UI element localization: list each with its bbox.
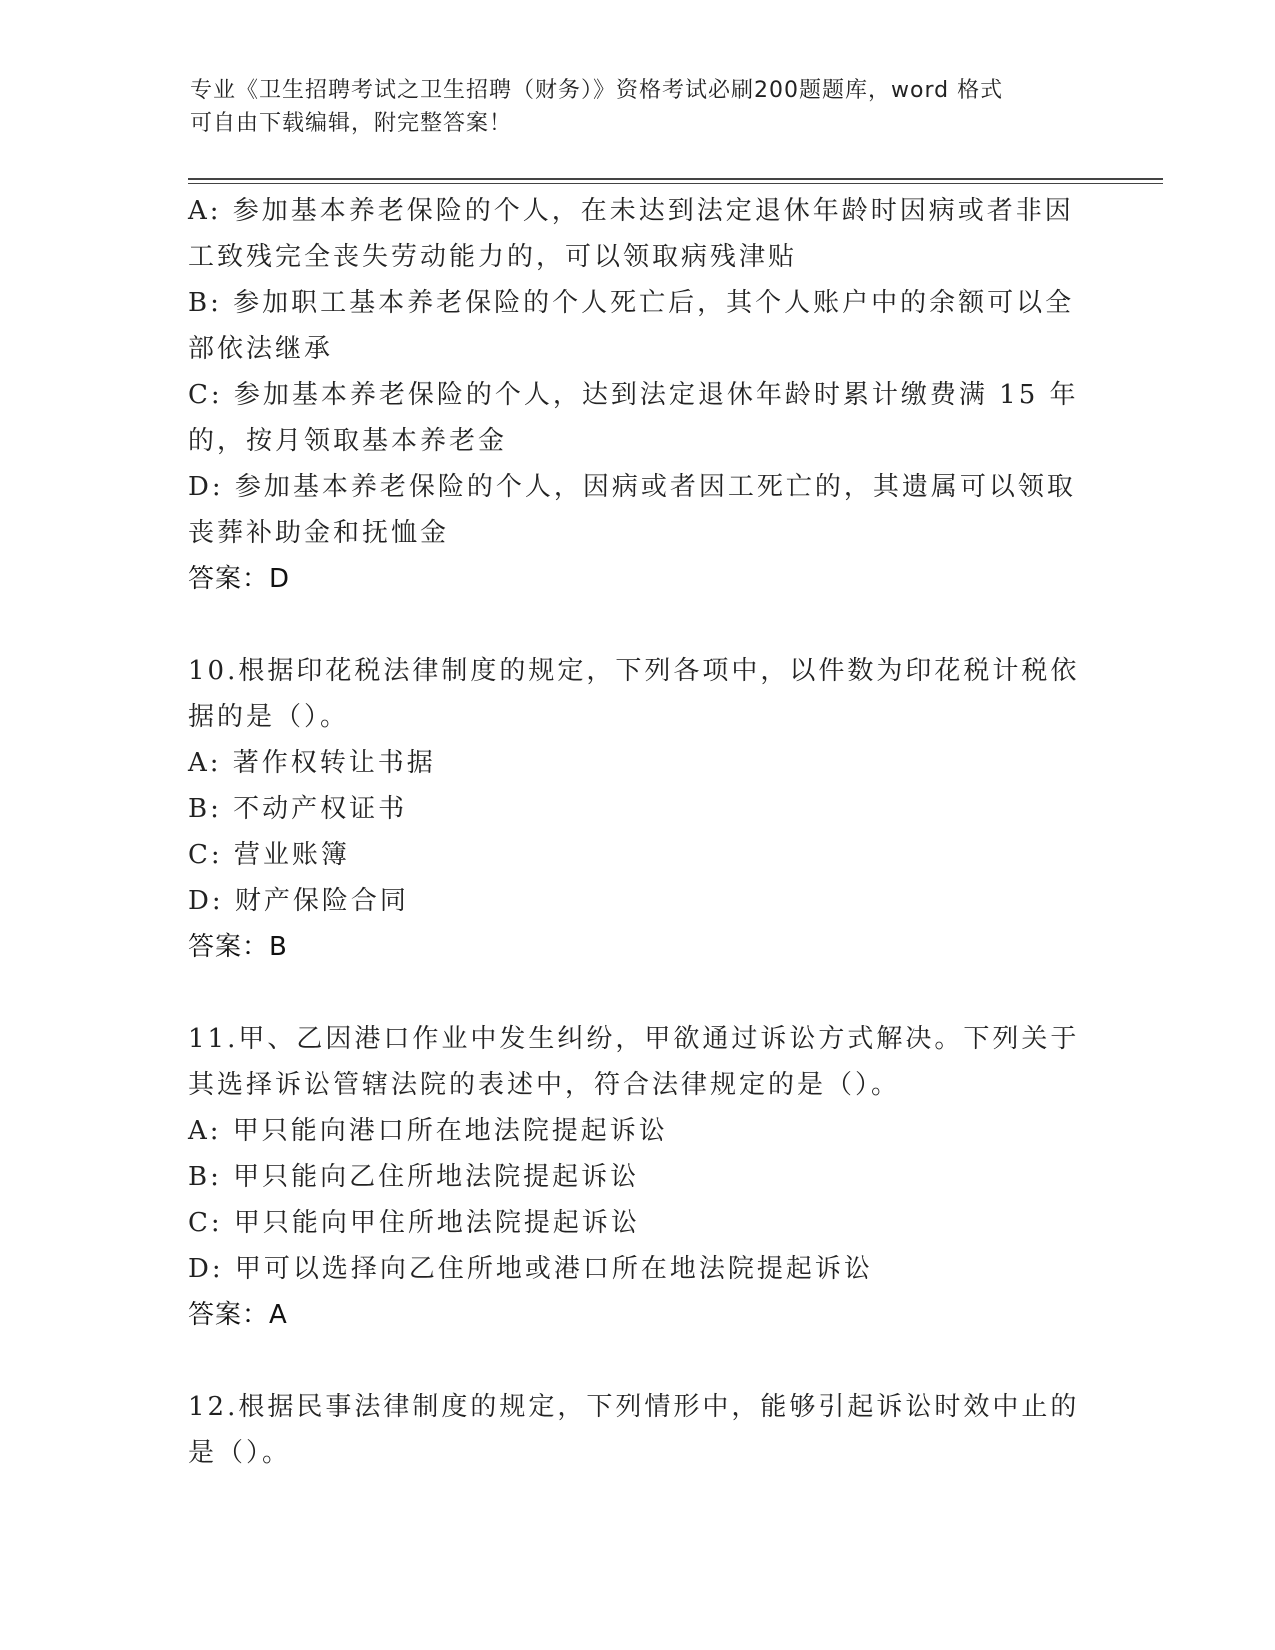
question-stem-line-1: 10.根据印花税法律制度的规定，下列各项中，以件数为印花税计税依 [188,656,1080,686]
option-a-line-2: 工致残完全丧失劳动能力的，可以领取病残津贴 [188,242,798,272]
header-divider [188,178,1163,184]
document-body [188,188,1088,1476]
answer-line: 答案：D [188,564,291,594]
question-10 [188,648,1088,970]
option-c: C: 营业账簿 [188,840,350,870]
spacer [188,970,1088,1016]
option-a-line-1: A: 参加基本养老保险的个人，在未达到法定退休年龄时因病或者非因 [188,196,1074,226]
option-a: A: 著作权转让书据 [188,748,436,778]
option-b-line-2: 部依法继承 [188,334,334,364]
answer-line: 答案：A [188,1300,288,1330]
question-11 [188,1016,1088,1338]
header-line-1: 专业《卫生招聘考试之卫生招聘（财务）》资格考试必刷200题题库，word 格式 [190,78,1004,103]
option-c-line-1: C: 参加基本养老保险的个人，达到法定退休年龄时累计缴费满 15 年 [188,380,1079,410]
question-stem-line-1: 11.甲、乙因港口作业中发生纠纷，甲欲通过诉讼方式解决。下列关于 [188,1024,1080,1054]
spacer [188,1338,1088,1384]
question-stem-line-2: 是（）。 [188,1438,292,1468]
option-d-line-1: D: 参加基本养老保险的个人，因病或者因工死亡的，其遗属可以领取 [188,472,1076,502]
option-a: A: 甲只能向港口所在地法院提起诉讼 [188,1116,668,1146]
question-9-options [188,188,1088,602]
question-stem-line-1: 12.根据民事法律制度的规定，下列情形中，能够引起诉讼时效中止的 [188,1392,1080,1422]
question-12 [188,1384,1088,1476]
option-d: D: 财产保险合同 [188,886,409,916]
document-header [190,74,1070,140]
option-c-line-2: 的，按月领取基本养老金 [188,426,508,456]
question-stem-line-2: 据的是（）。 [188,702,350,732]
option-d: D: 甲可以选择向乙住所地或港口所在地法院提起诉讼 [188,1254,873,1284]
question-stem-line-2: 其选择诉讼管辖法院的表述中，符合法律规定的是（）。 [188,1070,901,1100]
option-c: C: 甲只能向甲住所地法院提起诉讼 [188,1208,640,1238]
spacer [188,602,1088,648]
answer-line: 答案：B [188,932,288,962]
option-b: B: 不动产权证书 [188,794,408,824]
option-b-line-1: B: 参加职工基本养老保险的个人死亡后，其个人账户中的余额可以全 [188,288,1075,318]
option-d-line-2: 丧葬补助金和抚恤金 [188,518,450,548]
header-line-2: 可自由下载编辑，附完整答案！ [190,111,513,136]
option-b: B: 甲只能向乙住所地法院提起诉讼 [188,1162,640,1192]
